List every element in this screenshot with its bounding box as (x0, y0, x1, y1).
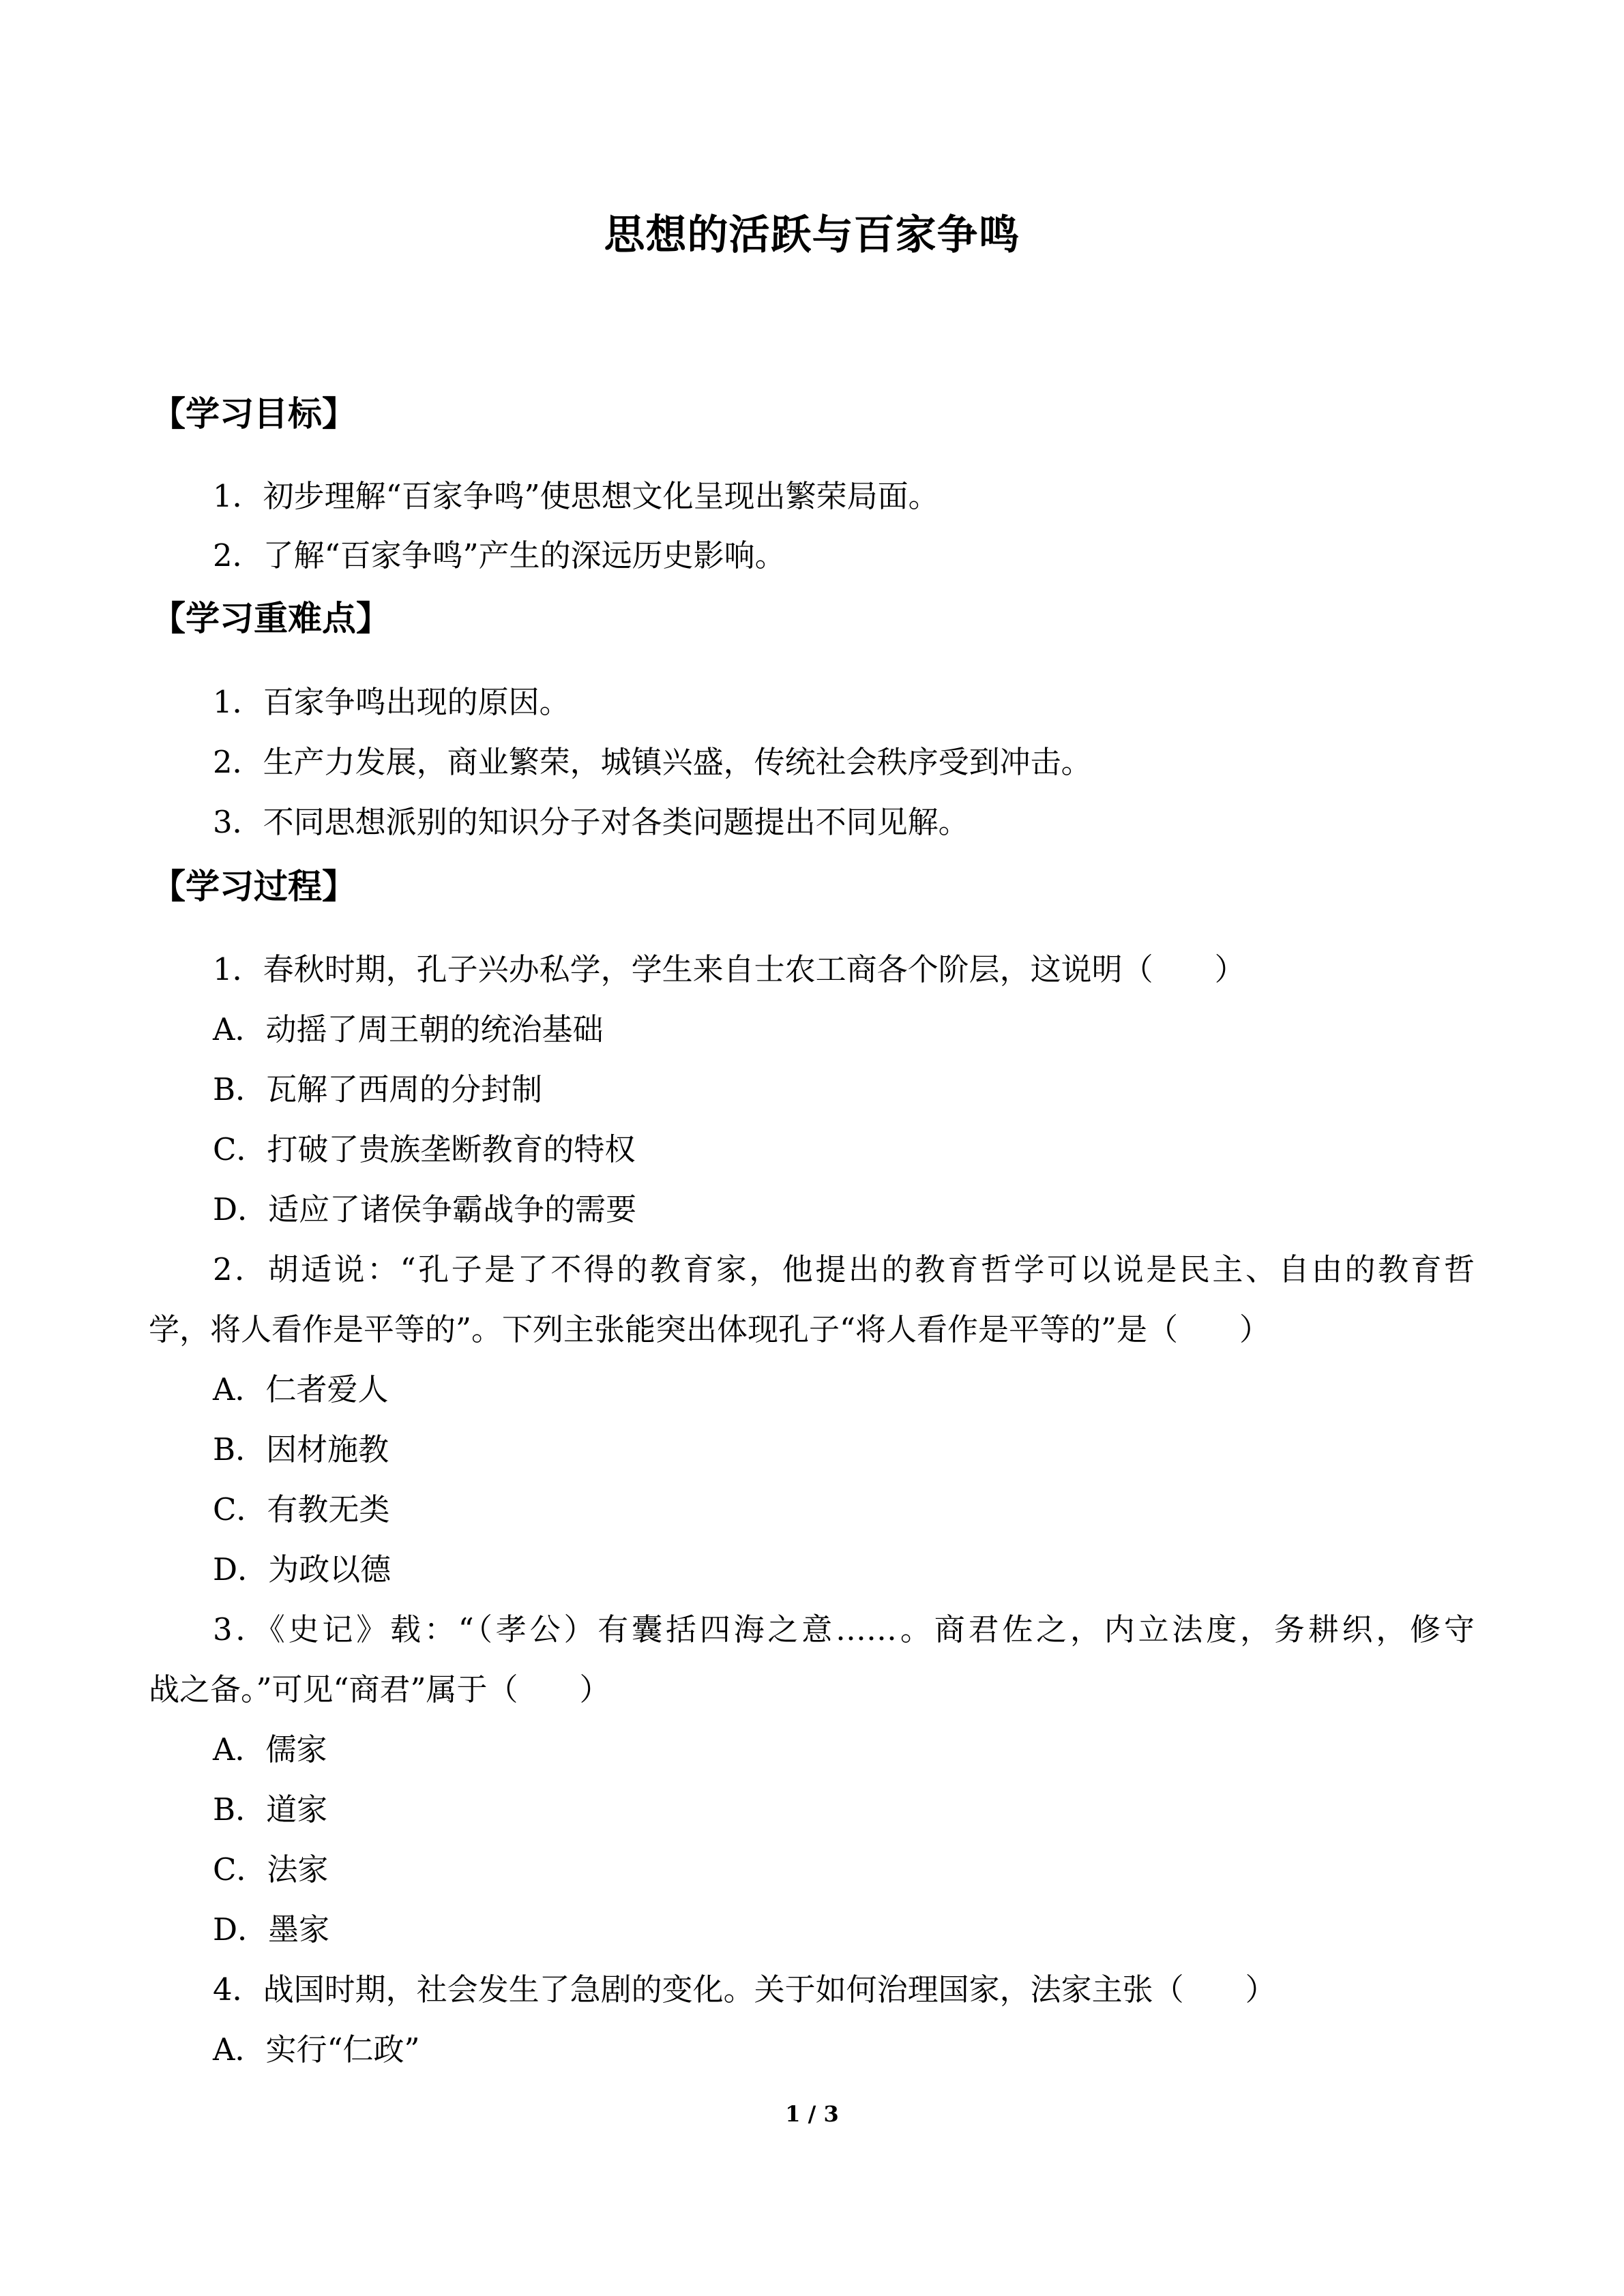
question-2-option-c: C．有教无类 (213, 1491, 390, 1527)
question-3-option-b: B．道家 (213, 1791, 328, 1828)
key-point-item: 2．生产力发展，商业繁荣，城镇兴盛，传统社会秩序受到冲击。 (213, 744, 1092, 780)
goal-item: 1．初步理解“百家争鸣”使思想文化呈现出繁荣局面。 (213, 478, 939, 514)
question-1-option-d: D．适应了诸侯争霸战争的需要 (213, 1191, 637, 1227)
section-heading-goals: 【学习目标】 (151, 394, 356, 434)
question-2-stem-line-1: 2．胡适说：“孔子是了不得的教育家，他提出的教育哲学可以说是民主、自由的教育哲 (213, 1251, 1475, 1287)
question-2-option-b: B．因材施教 (213, 1431, 389, 1467)
question-1-option-b: B．瓦解了西周的分封制 (213, 1071, 543, 1107)
section-heading-process: 【学习过程】 (151, 867, 356, 906)
question-1-stem: 1．春秋时期，孔子兴办私学，学生来自士农工商各个阶层，这说明（ ） (213, 951, 1245, 987)
question-3-option-a: A．儒家 (213, 1731, 327, 1768)
goal-item: 2．了解“百家争鸣”产生的深远历史影响。 (213, 537, 786, 573)
key-point-item: 1．百家争鸣出现的原因。 (213, 684, 570, 720)
page-title: 思想的活跃与百家争鸣 (604, 211, 1020, 259)
question-3-stem-line-1: 3．《史记》载：“（孝公）有囊括四海之意……。商君佐之，内立法度，务耕织，修守 (213, 1611, 1475, 1648)
question-2-option-a: A．仁者爱人 (213, 1371, 389, 1407)
question-2-option-d: D．为政以德 (213, 1551, 392, 1587)
question-4-option-a: A．实行“仁政” (213, 2031, 420, 2068)
question-4-stem: 4．战国时期，社会发生了急剧的变化。关于如何治理国家，法家主张（ ） (213, 1971, 1276, 2008)
question-1-option-a: A．动摇了周王朝的统治基础 (213, 1011, 604, 1047)
question-3-stem-line-2: 战之备。”可见“商君”属于（ ） (149, 1671, 610, 1708)
question-2-stem-line-2: 学，将人看作是平等的”。下列主张能突出体现孔子“将人看作是平等的”是（ ） (149, 1311, 1271, 1347)
key-point-item: 3．不同思想派别的知识分子对各类问题提出不同见解。 (213, 804, 969, 840)
section-heading-key-points: 【学习重难点】 (151, 599, 390, 638)
question-3-option-c: C．法家 (213, 1851, 329, 1888)
question-1-option-c: C．打破了贵族垄断教育的特权 (213, 1131, 636, 1167)
question-3-option-d: D．墨家 (213, 1911, 330, 1948)
page-number: 1 / 3 (785, 2101, 839, 2127)
